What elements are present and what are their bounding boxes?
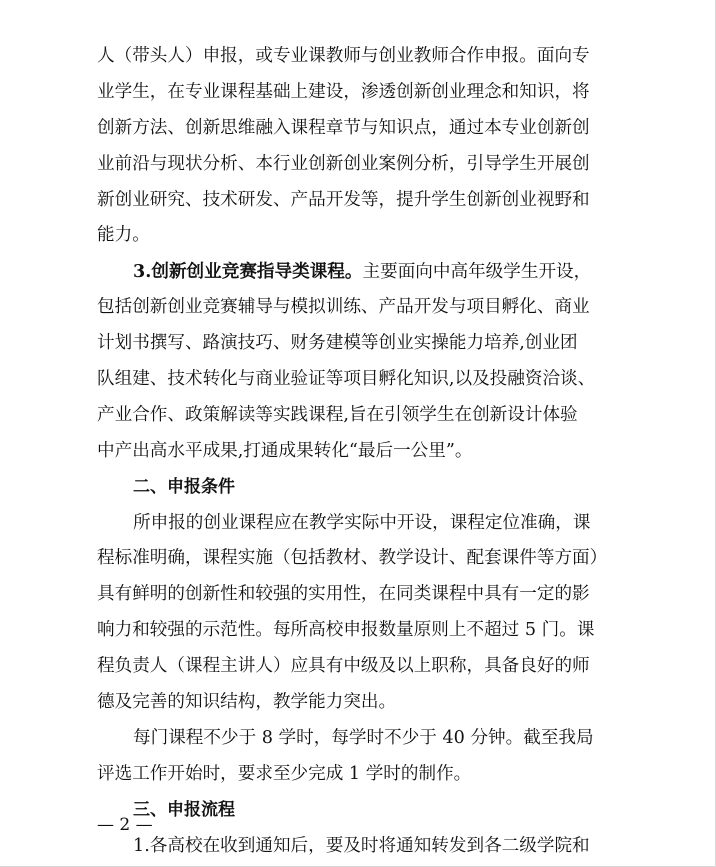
paragraph-line: 程标准明确，课程实施（包括教材、教学设计、配套课件等方面） [97,548,608,569]
paragraph-line: 所申报的创业课程应在教学实际中开设，课程定位准确，课 [133,512,591,533]
paragraph-line [97,254,627,290]
paragraph-line: 具有鲜明的创新性和较强的实用性，在同类课程中具有一定的影 [97,584,590,605]
paragraph-line: 创新方法、创新思维融入课程章节与知识点，通过本专业创新创 [97,117,590,138]
section-heading: 二、申报条件 [133,476,235,497]
section-subtitle: 3.创新创业竞赛指导类课程。 [133,261,363,283]
paragraph-line: 评选工作开始时，要求至少完成 1 学时的制作。 [97,763,472,784]
paragraph-line: 计划书撰写、路演技巧、财务建模等创业实操能力培养,创业团 [97,333,578,354]
paragraph-line: 业学生，在专业课程基础上建设，渗透创新创业理念和知识，将 [97,81,590,102]
section-heading: 三、申报流程 [133,799,235,820]
paragraph-line: 1.各高校在收到通知后，要及时将通知转发到各二级学院和 [133,835,590,856]
paragraph-line: 产业合作、政策解读等实践课程,旨在引领学生在创新设计体验 [97,404,578,425]
paragraph-line: 响力和较强的示范性。每所高校申报数量原则上不超过 5 门。课 [97,620,595,641]
document-body [97,39,627,864]
paragraph-line: 中产出高水平成果,打通成果转化“最后一公里”。 [97,440,473,461]
paragraph-line: 程负责人（课程主讲人）应具有中级及以上职称，具备良好的师 [97,656,590,677]
paragraph-line: 德及完善的知识结构，教学能力突出。 [97,692,397,713]
paragraph-line: 每门课程不少于 8 学时，每学时不少于 40 分钟。截至我局 [133,727,594,748]
paragraph-line: 包括创新创业竞赛辅导与模拟训练、产品开发与项目孵化、商业 [97,297,590,318]
paragraph-line: 业前沿与现状分析、本行业创新创业案例分析，引导学生开展创 [97,153,590,174]
paragraph-line: 新创业研究、技术研发、产品开发等，提升学生创新创业视野和 [97,189,590,210]
page-number: — 2 — [97,815,153,835]
paragraph-line: 人（带头人）申报，或专业课教师与创业教师合作申报。面向专 [97,46,590,66]
paragraph-line: 队组建、技术转化与商业验证等项目孵化知识,以及投融资洽谈、 [97,369,596,390]
paragraph-text: 主要面向中高年级学生开设， [362,262,592,283]
paragraph-line: 能力。 [97,225,150,246]
